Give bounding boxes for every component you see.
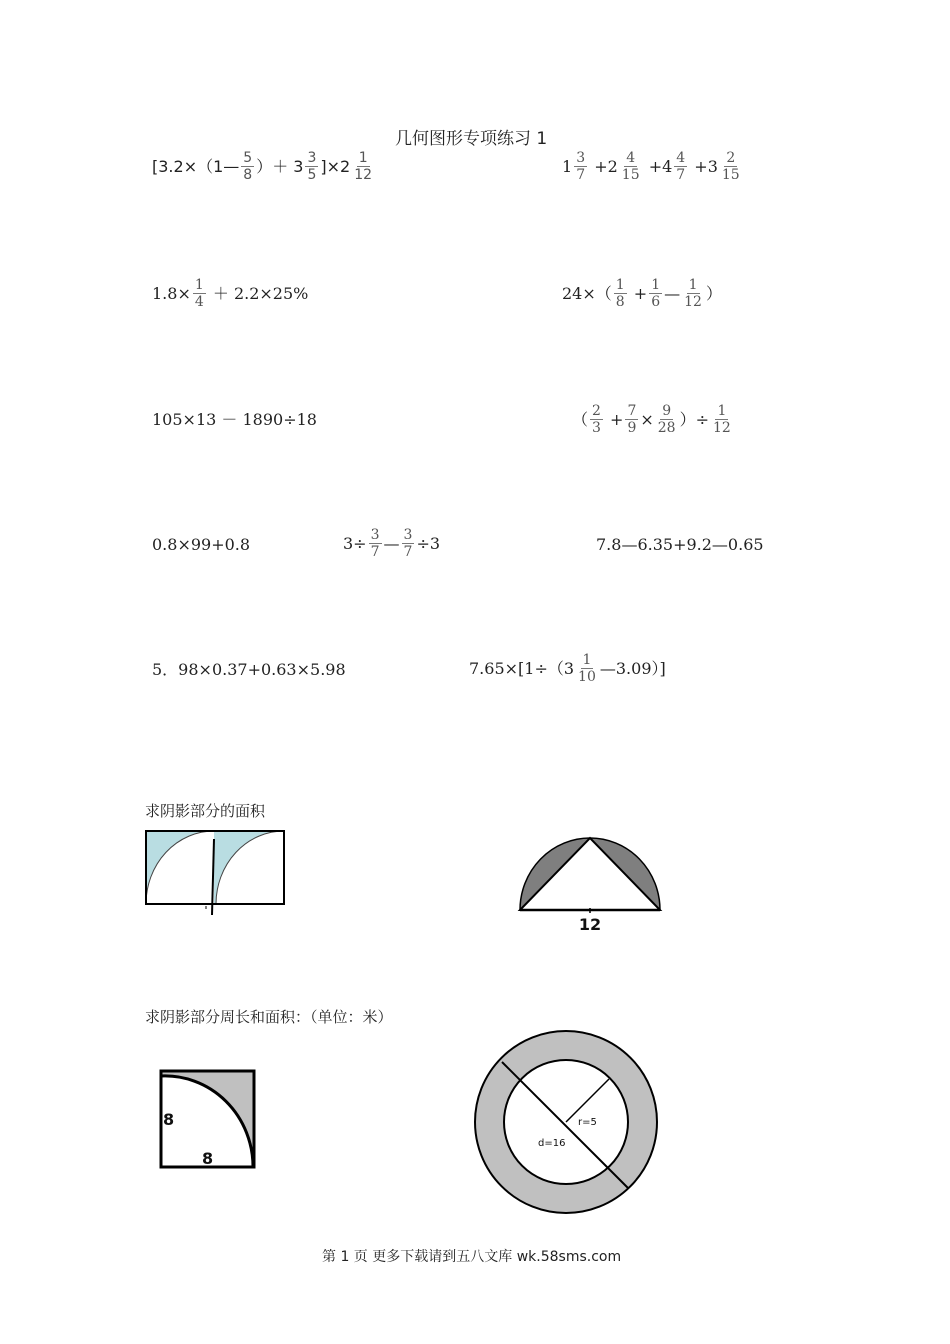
radius-label: r=5 <box>578 1117 597 1128</box>
fraction: $\frac{4}{7}$ <box>676 150 686 183</box>
left-square <box>146 831 214 904</box>
problem-4: 24×（ $\frac{1}{8}$ + $\frac{1}{6}$ — $\frac{1}{12}$ ） <box>562 277 722 310</box>
fraction: $\frac{5}{8}$ <box>243 150 253 183</box>
problem-6: （ $\frac{2}{3}$ + $\frac{7}{9}$ × $\frac{9}{28}$ ）÷ $\frac{1}{12}$ <box>572 403 731 436</box>
side-label-left: 8 <box>163 1110 175 1129</box>
fraction: $\frac{3}{7}$ <box>370 527 380 560</box>
fraction: $\frac{7}{9}$ <box>627 403 637 436</box>
fraction: $\frac{2}{15}$ <box>721 150 740 183</box>
right-square <box>214 831 284 904</box>
problem-7: 0.8×99+0.8 <box>152 535 251 554</box>
fraction: $\frac{1}{6}$ <box>651 277 661 310</box>
rectangle-quarter-circles-figure <box>146 831 286 917</box>
problem-2: 1 $\frac{3}{7}$ +2 $\frac{4}{15}$ +4 $\frac{4}{7}$ +3 $\frac{2}{15}$ <box>562 150 740 183</box>
diameter-label: 12 <box>578 915 602 934</box>
fraction: $\frac{1}{4}$ <box>194 277 204 310</box>
square-quarter-circle-figure <box>159 1069 259 1171</box>
side-label-bottom: 8 <box>202 1149 214 1168</box>
fraction: $\frac{3}{7}$ <box>576 150 586 183</box>
problem-11: 7.65×[1÷（3 $\frac{1}{10}$ —3.09）] <box>469 652 666 685</box>
problem-1: [3.2×（1— $\frac{5}{8}$ ）＋ 3 $\frac{3}{5}$ ]×2 $\frac{1}{12}$ <box>152 150 373 183</box>
problem-5: 105×13 － 1890÷18 <box>152 410 317 429</box>
fraction: $\frac{1}{10}$ <box>578 652 596 685</box>
fraction: $\frac{3}{5}$ <box>307 150 317 183</box>
diameter-label-ring: d=16 <box>538 1138 566 1149</box>
fraction: $\frac{4}{15}$ <box>621 150 640 183</box>
ring-figure <box>472 1028 662 1218</box>
problem-9: 7.8—6.35+9.2—0.65 <box>596 535 764 554</box>
semicircle-triangle-figure <box>518 836 662 936</box>
fraction: $\frac{1}{8}$ <box>615 277 625 310</box>
section-heading-area: 求阴影部分的面积 <box>145 802 266 820</box>
problem-10: 5．98×0.37+0.63×5.98 <box>152 660 346 679</box>
fraction: $\frac{3}{7}$ <box>403 527 413 560</box>
section-heading-perimeter: 求阴影部分周长和面积：（单位：米） <box>145 1008 393 1026</box>
fraction: $\frac{2}{3}$ <box>592 403 601 436</box>
page-title: 几何图形专项练习 1 <box>395 129 548 149</box>
fraction: $\frac{1}{12}$ <box>684 277 702 310</box>
fraction: $\frac{1}{12}$ <box>713 403 731 436</box>
footer: 第 1 页 更多下载请到五八文库 wk.58sms.com <box>322 1249 622 1265</box>
problem-8: 3÷ $\frac{3}{7}$ — $\frac{3}{7}$ ÷3 <box>343 527 441 560</box>
fraction: $\frac{1}{12}$ <box>354 150 373 183</box>
problem-3: 1.8× $\frac{1}{4}$ ＋ 2.2×25% <box>152 277 309 310</box>
fraction: $\frac{9}{28}$ <box>657 403 676 436</box>
